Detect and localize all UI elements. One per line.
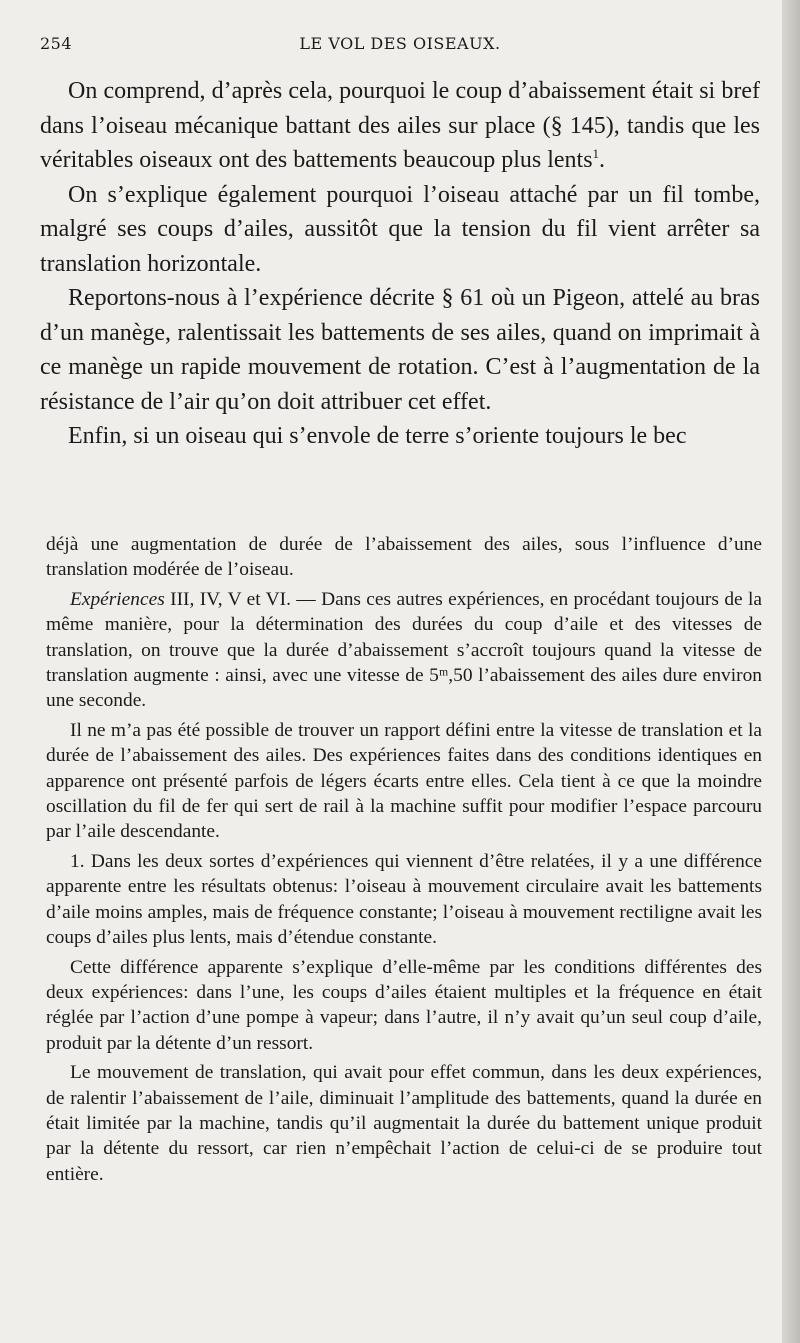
page-number: 254 <box>40 34 73 53</box>
main-text <box>40 74 760 454</box>
paragraph-text: On comprend, d’après cela, pourquoi le coup d’abaissement était si bref dans l’oiseau mécanique battant des ailes sur place (§ 145), tandis que les véritables oiseaux ont des battements beaucoup plus lents <box>40 78 760 173</box>
note-text: III, IV, V et VI. — Dans ces autres expériences, en procédant toujours de la même manière, pour la détermination des durées du coup d’aile et des vitesses de translation, on trouve que la durée d’abaissement s’accroît toujours quand la vitesse de translation augmente : ainsi, avec une vitesse de 5ᵐ,50 l’abaissement des ailes dure environ une seconde. <box>46 588 762 712</box>
note-label: Expériences <box>70 588 165 610</box>
running-title: LE VOL DES OISEAUX. <box>299 34 501 53</box>
small-print-section <box>46 532 762 1191</box>
note-paragraph: Il ne m’a pas été possible de trouver un rapport défini entre la vitesse de translation et la durée de l’abaissement des ailes. Des expériences faites dans des conditions identiques en apparence ont présenté parfois de légers écarts entre elles. Cela tient à ce que la moindre oscillation du fil de fer qui sert de rail à la machine suffit pour modifier l’espace parcouru par l’aile descendante. <box>46 719 762 843</box>
footnote-reference: 1 <box>592 146 600 161</box>
footnote: Le mouvement de translation, qui avait pour effet commun, dans les deux expériences, de ralentir l’abaissement de l’aile, diminuait l’amplitude des battements, quand la durée en était limitée par la machine, tandis qu’il augmentait la durée du battement unique produit par la détente du ressort, car rien n’empêchait l’action de celui-ci de se produire tout entière. <box>46 1062 762 1185</box>
note-paragraph <box>46 587 762 714</box>
page-header <box>40 34 760 58</box>
paragraph <box>40 74 760 178</box>
footnote: Cette différence apparente s’explique d’elle-même par les conditions différentes des deux expériences: dans l’une, les coups d’ailes étaient multiples et la fréquence en était réglée par l’action d’une pompe à vapeur; dans l’autre, il n’y avait qu’un seul coup d’aile, produit par la détente d’un ressort. <box>46 956 762 1054</box>
paragraph: On s’explique également pourquoi l’oiseau attaché par un fil tombe, malgré ses coups d’ailes, aussitôt que la tension du fil vient arrêter sa translation horizontale. <box>40 181 760 277</box>
paragraph: Reportons-nous à l’expérience décrite § 61 où un Pigeon, attelé au bras d’un manège, ralentissait les battements de ses ailes, quand on imprimait à ce manège un rapide mouvement de rotation. C’est à l’augmentation de la résistance de l’air qu’on doit attribuer cet effet. <box>40 285 760 415</box>
paragraph-end: . <box>599 147 606 173</box>
page-edge <box>782 0 800 1343</box>
footnote: 1. Dans les deux sortes d’expériences qui viennent d’être relatées, il y a une différence apparente entre les résultats obtenus: l’oiseau à mouvement circulaire avait les battements d’aile moins amples, mais de fréquence constante; l’oiseau à mouvement rectiligne avait les coups d’ailes plus lents, mais d’étendue constante. <box>46 850 762 949</box>
note-paragraph: déjà une augmentation de durée de l’abaissement des ailes, sous l’influence d’une translation modérée de l’oiseau. <box>46 534 762 581</box>
paragraph: Enfin, si un oiseau qui s’envole de terre s’oriente toujours le bec <box>68 423 687 449</box>
